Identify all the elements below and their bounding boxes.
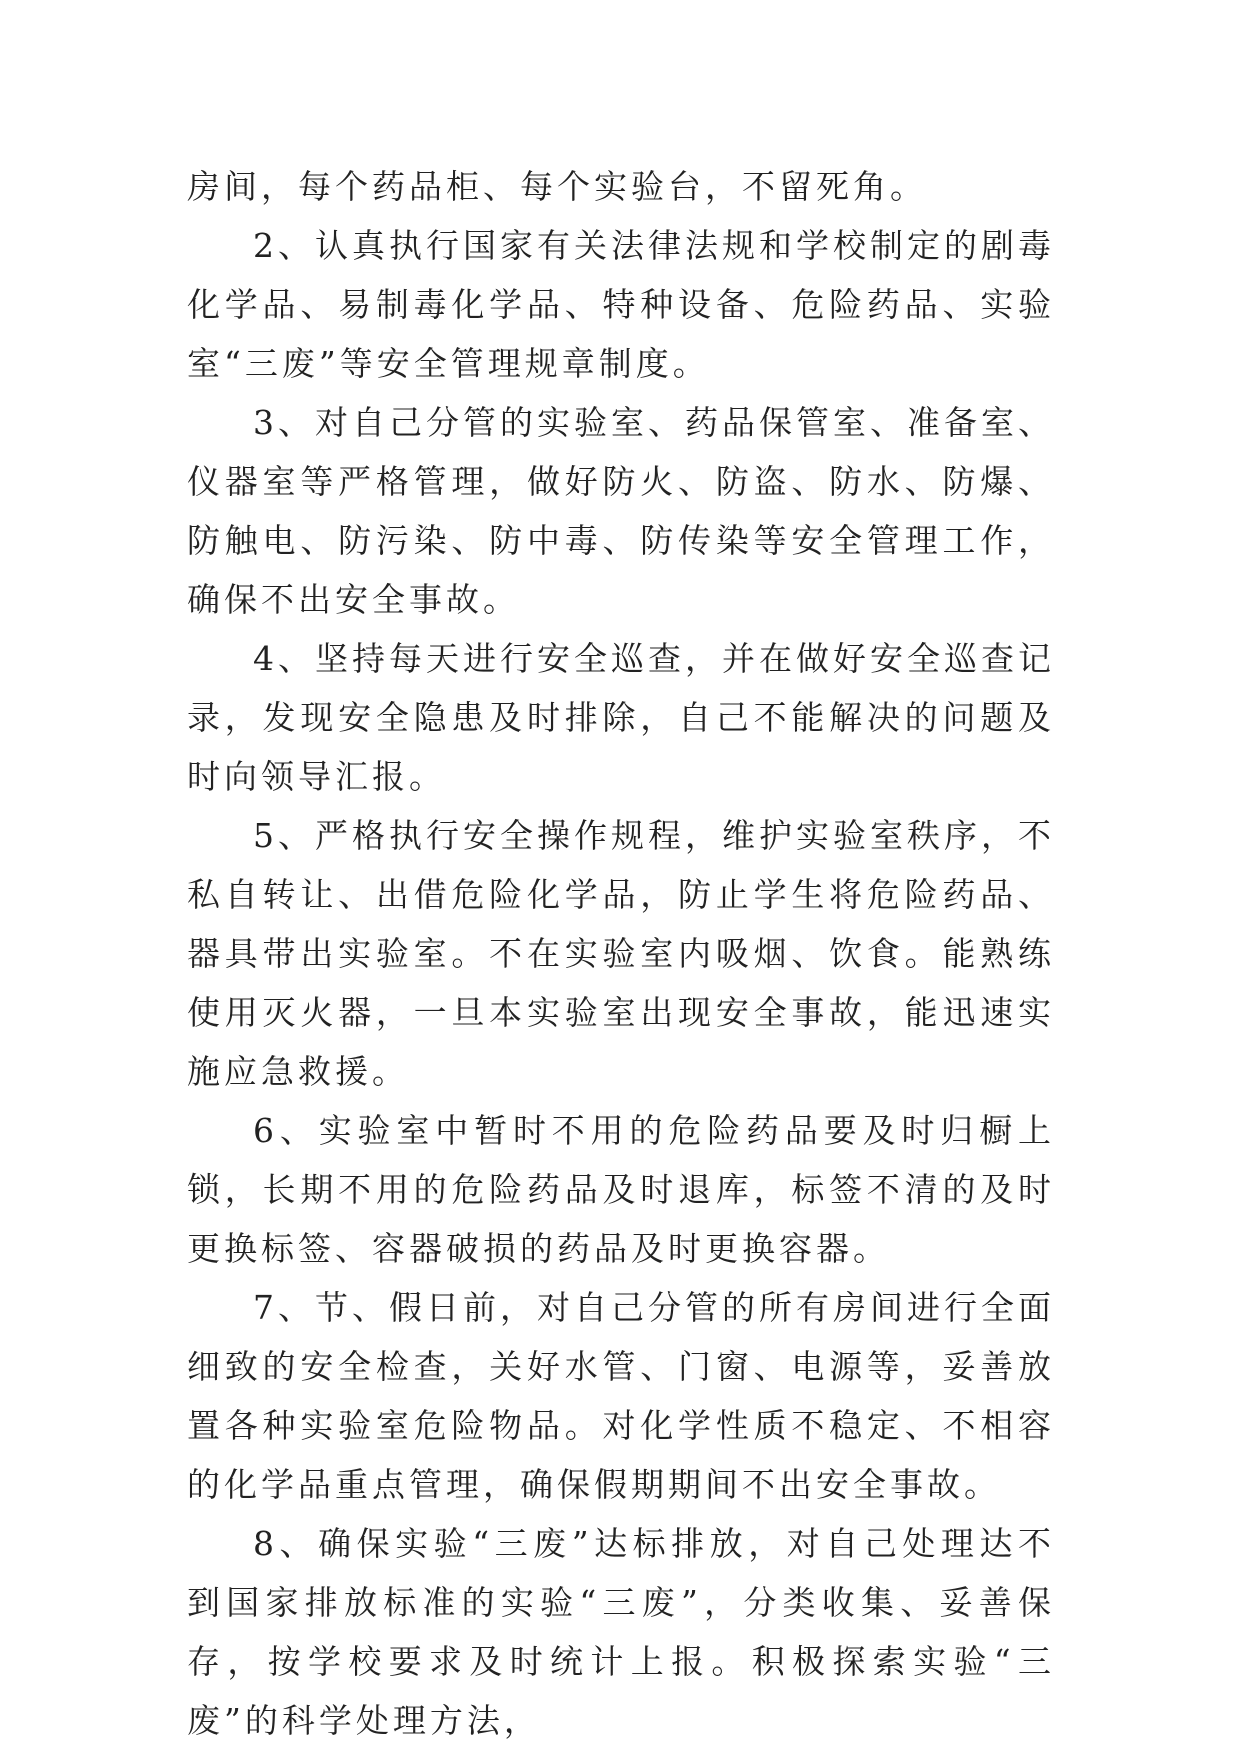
document-body [187, 157, 1055, 1750]
paragraph-continuation: 房间，每个药品柜、每个实验台，不留死角。 [187, 167, 927, 206]
paragraph-item-3: 3、对自己分管的实验室、药品保管室、准备室、仪器室等严格管理，做好防火、防盗、防水、防爆、防触电、防污染、防中毒、防传染等安全管理工作，确保不出安全事故。 [187, 403, 1055, 619]
paragraph-item-2: 2、认真执行国家有关法律法规和学校制定的剧毒化学品、易制毒化学品、特种设备、危险药品、实验室“三废”等安全管理规章制度。 [187, 226, 1055, 383]
paragraph-item-8: 8、确保实验“三废”达标排放，对自己处理达不到国家排放标准的实验“三废”，分类收集、妥善保存，按学校要求及时统计上报。积极探索实验“三废”的科学处理方法， [187, 1524, 1055, 1740]
paragraph-item-7: 7、节、假日前，对自己分管的所有房间进行全面细致的安全检查，关好水管、门窗、电源等，妥善放置各种实验室危险物品。对化学性质不稳定、不相容的化学品重点管理，确保假期期间不出安全事故。 [187, 1288, 1055, 1504]
paragraph-item-4: 4、坚持每天进行安全巡查，并在做好安全巡查记录，发现安全隐患及时排除，自己不能解决的问题及时向领导汇报。 [187, 639, 1055, 796]
paragraph-item-6: 6、实验室中暂时不用的危险药品要及时归橱上锁，长期不用的危险药品及时退库，标签不清的及时更换标签、容器破损的药品及时更换容器。 [187, 1111, 1055, 1268]
paragraph-item-5: 5、严格执行安全操作规程，维护实验室秩序，不私自转让、出借危险化学品，防止学生将危险药品、器具带出实验室。不在实验室内吸烟、饮食。能熟练使用灭火器，一旦本实验室出现安全事故，能迅速实施应急救援。 [187, 816, 1055, 1091]
